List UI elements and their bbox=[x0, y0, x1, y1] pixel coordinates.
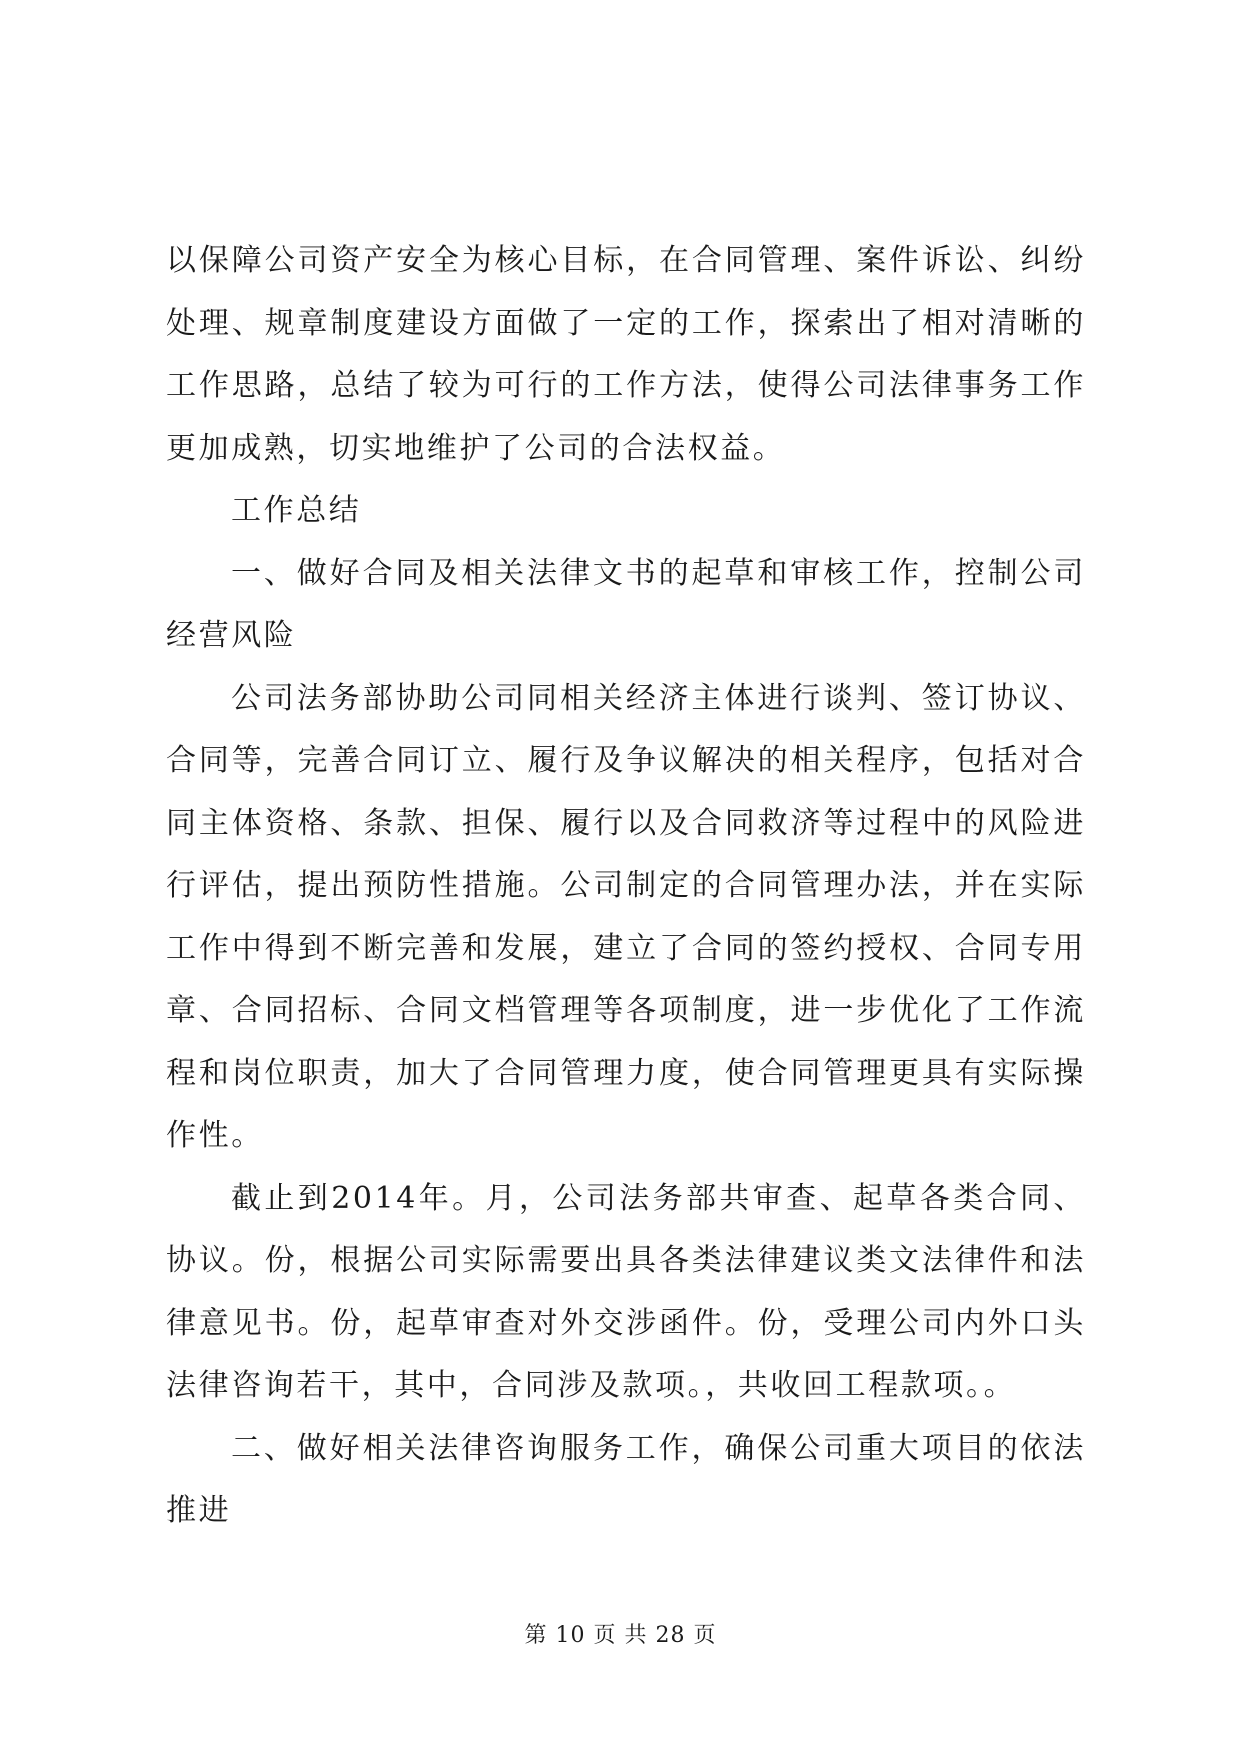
section-heading-work-summary: 工作总结 bbox=[231, 493, 362, 528]
document-body bbox=[166, 230, 1086, 1543]
paragraph-intro: 以保障公司资产安全为核心目标，在合同管理、案件诉讼、纠纷处理、规章制度建设方面做了一定的工作，探索出了相对清晰的工作思路，总结了较为可行的工作方法，使得公司法律事务工作更加成熟，切实地维护了公司的合法权益。 bbox=[166, 243, 1086, 466]
paragraph-statistics: 截止到2014年。月，公司法务部共审查、起草各类合同、协议。份，根据公司实际需要出具各类法律建议类文法律件和法律意见书。份，起草审查对外交涉函件。份，受理公司内外口头法律咨询若干，其中，合同涉及款项。，共收回工程款项。。 bbox=[166, 1180, 1086, 1403]
page-number-footer: 第 10 页 共 28 页 bbox=[524, 1623, 717, 1648]
section-heading-legal-consulting: 二、做好相关法律咨询服务工作，确保公司重大项目的依法推进 bbox=[166, 1430, 1086, 1528]
section-heading-contracts: 一、做好合同及相关法律文书的起草和审核工作，控制公司经营风险 bbox=[166, 555, 1086, 653]
paragraph-contract-management: 公司法务部协助公司同相关经济主体进行谈判、签订协议、合同等，完善合同订立、履行及争议解决的相关程序，包括对合同主体资格、条款、担保、履行以及合同救济等过程中的风险进行评估，提出预防性措施。公司制定的合同管理办法，并在实际工作中得到不断完善和发展，建立了合同的签约授权、合同专用章、合同招标、合同文档管理等各项制度，进一步优化了工作流程和岗位职责，加大了合同管理力度，使合同管理更具有实际操作性。 bbox=[166, 680, 1086, 1153]
